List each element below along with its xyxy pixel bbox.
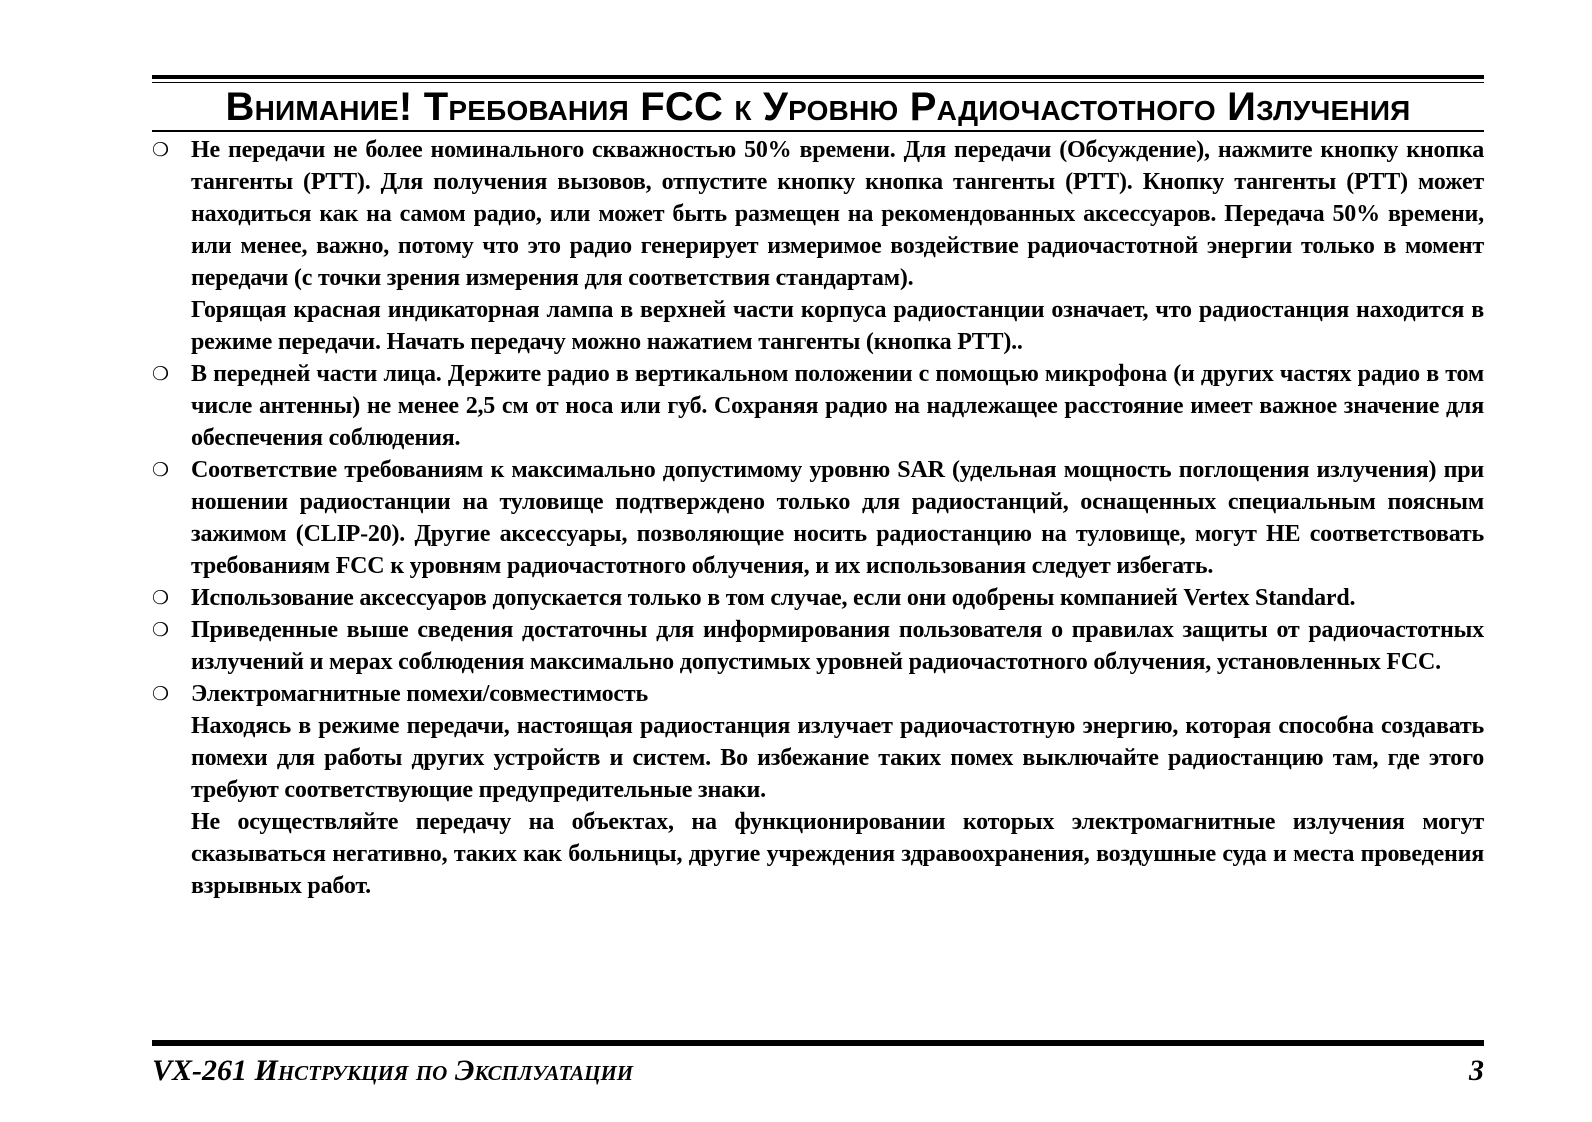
paragraph: Находясь в режиме передачи, настоящая радиостанция излучает радиочастотную энергию, которая способна создавать помехи для работы других устройств и систем. Во избежание таких помех выключайте радиостанцию там, где этого требуют соответствующие предупредительные знаки. xyxy=(191,713,1484,803)
list-item xyxy=(152,582,1484,614)
warning-list xyxy=(152,134,1484,902)
paragraph: Горящая красная индикаторная лампа в верхней части корпуса радиостанции означает, что радиостанция находится в режиме передачи. Начать передачу можно нажатием тангенты (кнопка PTT).. xyxy=(191,297,1484,355)
paragraph: Не передачи не более номинального скважностью 50% времени. Для передачи (Обсуждение), нажмите кнопку кнопка тангенты (PTT). Для получения вызовов, отпустите кнопку кнопка тангенты (PTT). Кнопку тангенты (PTT) может находиться как на самом радио, или может быть размещен на рекомендованных аксессуаров. Передача 50% времени, или менее, важно, потому что это радио генерирует измеримое воздействие радиочастотной энергии только в момент передачи (с точки зрения измерения для соответствия стандартам). xyxy=(191,137,1484,291)
paragraph: Использование аксессуаров допускается только в том случае, если они одобрены компанией Vertex Standard. xyxy=(191,585,1356,611)
footer-title: VX-261 Инструкция по Эксплуатации xyxy=(152,1054,634,1087)
top-rule-thick xyxy=(152,75,1484,79)
paragraph: В передней части лица. Держите радио в вертикальном положении с помощью микрофона (и других частях радио в том числе антенны) не менее 2,5 см от носа или губ. Сохраняя радио на надлежащее расстояние имеет важное значение для обеспечения соблюдения. xyxy=(191,361,1484,451)
title-underline xyxy=(152,130,1484,132)
paragraph: Приведенные выше сведения достаточны для информирования пользователя о правилах защиты от радиочастотных излучений и мерах соблюдения максимально допустимых уровней радиочастотного облучения, установленных FCC. xyxy=(191,617,1484,675)
list-item xyxy=(152,134,1484,358)
list-item xyxy=(152,454,1484,582)
bullet-icon: ❍ xyxy=(152,363,170,385)
paragraph-heading: Электромагнитные помехи/совместимость xyxy=(191,681,648,707)
bullet-icon: ❍ xyxy=(152,683,170,705)
paragraph: Соответствие требованиям к максимально допустимому уровню SAR (удельная мощность поглощения излучения) при ношении радиостанции на туловище подтверждено только для радиостанций, оснащенных специальным поясным зажимом (CLIP-20). Другие аксессуары, позволяющие носить радиостанцию на туловище, могут НЕ соответствовать требованиям FCC к уровням радиочастотного облучения, и их использования следует избегать. xyxy=(191,457,1484,579)
bullet-icon: ❍ xyxy=(152,459,170,481)
page-number: 3 xyxy=(1469,1054,1484,1087)
bullet-icon: ❍ xyxy=(152,619,170,641)
paragraph: Не осуществляйте передачу на объектах, на функционировании которых электромагнитные излучения могут сказываться негативно, таких как больницы, другие учреждения здравоохранения, воздушные суда и места проведения взрывных работ. xyxy=(191,809,1484,899)
list-item xyxy=(152,614,1484,678)
page-title: Внимание! Требования FCC к Уровню Радиочастотного Излучения xyxy=(225,85,1411,129)
footer-rule xyxy=(152,1040,1484,1046)
top-rule-thin xyxy=(152,82,1484,83)
bullet-icon: ❍ xyxy=(152,587,170,609)
list-item xyxy=(152,678,1484,902)
list-item xyxy=(152,358,1484,454)
bullet-icon: ❍ xyxy=(152,139,170,161)
